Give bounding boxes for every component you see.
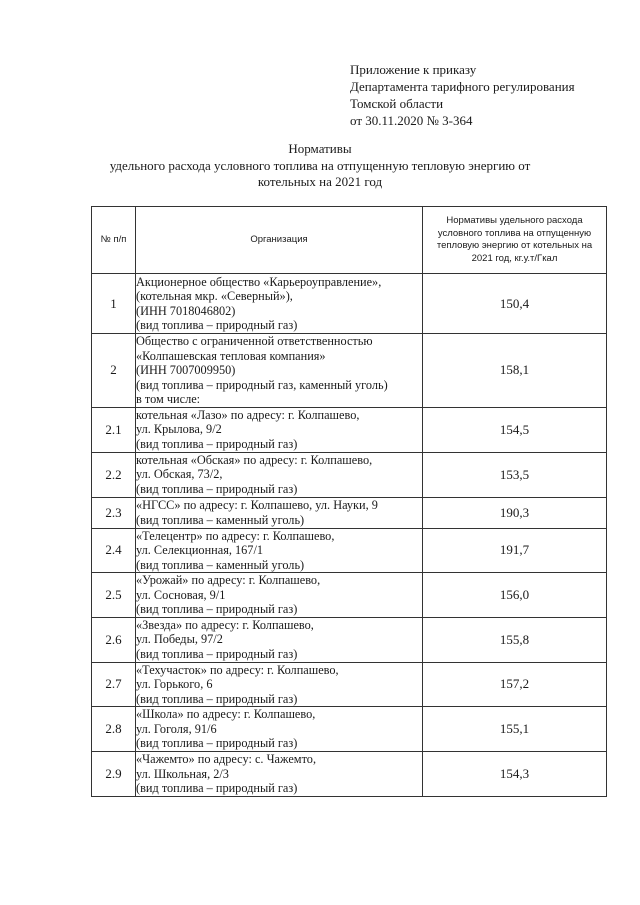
row-organization (136, 497, 423, 528)
row-organization (136, 752, 423, 797)
organization-line: (вид топлива – природный газ) (136, 736, 298, 751)
organization-line: в том числе: (136, 392, 201, 406)
row-norm-value: 154,3 (423, 752, 607, 797)
row-organization (136, 573, 423, 618)
table-body (92, 274, 607, 797)
organization-line: (вид топлива – природный газ, каменный уголь) (136, 377, 388, 392)
row-number: 2.8 (92, 707, 136, 752)
row-organization (136, 528, 423, 573)
table-header-row (92, 207, 607, 274)
table-row (92, 752, 607, 797)
organization-line: «Урожай» по адресу: г. Колпашево, (136, 573, 321, 587)
appendix-line: Томской области (350, 96, 444, 111)
organization-line: (ИНН 7007009950) (136, 363, 236, 377)
row-norm-value: 150,4 (423, 274, 607, 334)
table-row (92, 497, 607, 528)
row-organization (136, 707, 423, 752)
organization-line: ул. Горького, 6 (136, 677, 213, 691)
header-number: № п/п (92, 207, 136, 274)
organization-line: ул. Селекционная, 167/1 (136, 543, 264, 557)
appendix-header (350, 61, 575, 129)
row-organization (136, 662, 423, 707)
row-number: 2.9 (92, 752, 136, 797)
table-row (92, 662, 607, 707)
organization-line: «Техучасток» по адресу: г. Колпашево, (136, 662, 339, 677)
organization-line: (вид топлива – природный газ) (136, 436, 298, 451)
header-norm-value: Нормативы удельного расхода условного топлива на отпущенную тепловую энергию от котельных на 2021 год, кг.у.т/Гкал (423, 207, 607, 274)
organization-line: ул. Сосновая, 9/1 (136, 587, 226, 602)
organization-line: (вид топлива – природный газ) (136, 781, 298, 796)
row-norm-value: 154,5 (423, 407, 607, 452)
organization-line: (вид топлива – природный газ) (136, 691, 298, 706)
organization-line: «НГСС» по адресу: г. Колпашево, ул. Науки, 9 (136, 498, 378, 512)
row-norm-value: 190,3 (423, 497, 607, 528)
organization-line: (вид топлива – природный газ) (136, 602, 298, 616)
row-number: 2.1 (92, 407, 136, 452)
organization-line: ул. Школьная, 2/3 (136, 766, 229, 781)
row-number: 2.4 (92, 528, 136, 573)
organization-line: (ИНН 7018046802) (136, 303, 236, 318)
table-row (92, 407, 607, 452)
row-number: 2.5 (92, 573, 136, 618)
table-row (92, 617, 607, 662)
row-organization (136, 452, 423, 497)
row-organization (136, 334, 423, 408)
organization-line: ул. Обская, 73/2, (136, 467, 223, 482)
row-organization (136, 274, 423, 334)
organization-line: «Школа» по адресу: г. Колпашево, (136, 707, 316, 722)
row-number: 2.3 (92, 497, 136, 528)
organization-line: «Колпашевская тепловая компания» (136, 348, 326, 363)
table-row (92, 573, 607, 618)
row-norm-value: 155,1 (423, 707, 607, 752)
row-organization (136, 407, 423, 452)
row-norm-value: 157,2 (423, 662, 607, 707)
row-norm-value: 153,5 (423, 452, 607, 497)
organization-line: котельная «Лазо» по адресу: г. Колпашево, (136, 407, 360, 422)
title-line: Нормативы (288, 141, 352, 156)
row-number: 2 (92, 334, 136, 408)
organization-line: ул. Победы, 97/2 (136, 632, 223, 647)
row-norm-value: 158,1 (423, 334, 607, 408)
organization-line: «Телецентр» по адресу: г. Колпашево, (136, 528, 335, 543)
organization-line: ул. Крылова, 9/2 (136, 422, 222, 437)
organization-line: Акционерное общество «Карьероуправление», (136, 274, 382, 289)
row-number: 1 (92, 274, 136, 334)
organization-line: Общество с ограниченной ответственностью (136, 334, 373, 348)
appendix-line: Департамента тарифного регулирования (350, 79, 575, 94)
document-title (60, 141, 580, 191)
row-organization (136, 617, 423, 662)
table-row (92, 452, 607, 497)
appendix-line: Приложение к приказу (350, 62, 477, 77)
table-row (92, 707, 607, 752)
row-norm-value: 155,8 (423, 617, 607, 662)
title-line: котельных на 2021 год (257, 174, 383, 189)
table-row (92, 274, 607, 334)
organization-line: (котельная мкр. «Северный»), (136, 289, 293, 303)
table-row (92, 528, 607, 573)
organization-line: (вид топлива – природный газ) (136, 318, 298, 332)
organization-line: (вид топлива – каменный уголь) (136, 512, 305, 527)
row-norm-value: 156,0 (423, 573, 607, 618)
organization-line: «Звезда» по адресу: г. Колпашево, (136, 617, 314, 632)
row-norm-value: 191,7 (423, 528, 607, 573)
appendix-line: от 30.11.2020 № 3-364 (350, 113, 473, 128)
organization-line: котельная «Обская» по адресу: г. Колпашево, (136, 452, 373, 467)
organization-line: «Чажемто» по адресу: с. Чажемто, (136, 752, 317, 767)
row-number: 2.6 (92, 617, 136, 662)
row-number: 2.7 (92, 662, 136, 707)
organization-line: (вид топлива – каменный уголь) (136, 557, 305, 572)
organization-line: (вид топлива – природный газ) (136, 646, 298, 661)
norms-table (91, 206, 607, 797)
organization-line: ул. Гоголя, 91/6 (136, 721, 217, 736)
organization-line: (вид топлива – природный газ) (136, 481, 298, 496)
row-number: 2.2 (92, 452, 136, 497)
header-organization: Организация (136, 207, 423, 274)
table-row (92, 334, 607, 408)
title-line: удельного расхода условного топлива на отпущенную тепловую энергию от (109, 157, 531, 173)
